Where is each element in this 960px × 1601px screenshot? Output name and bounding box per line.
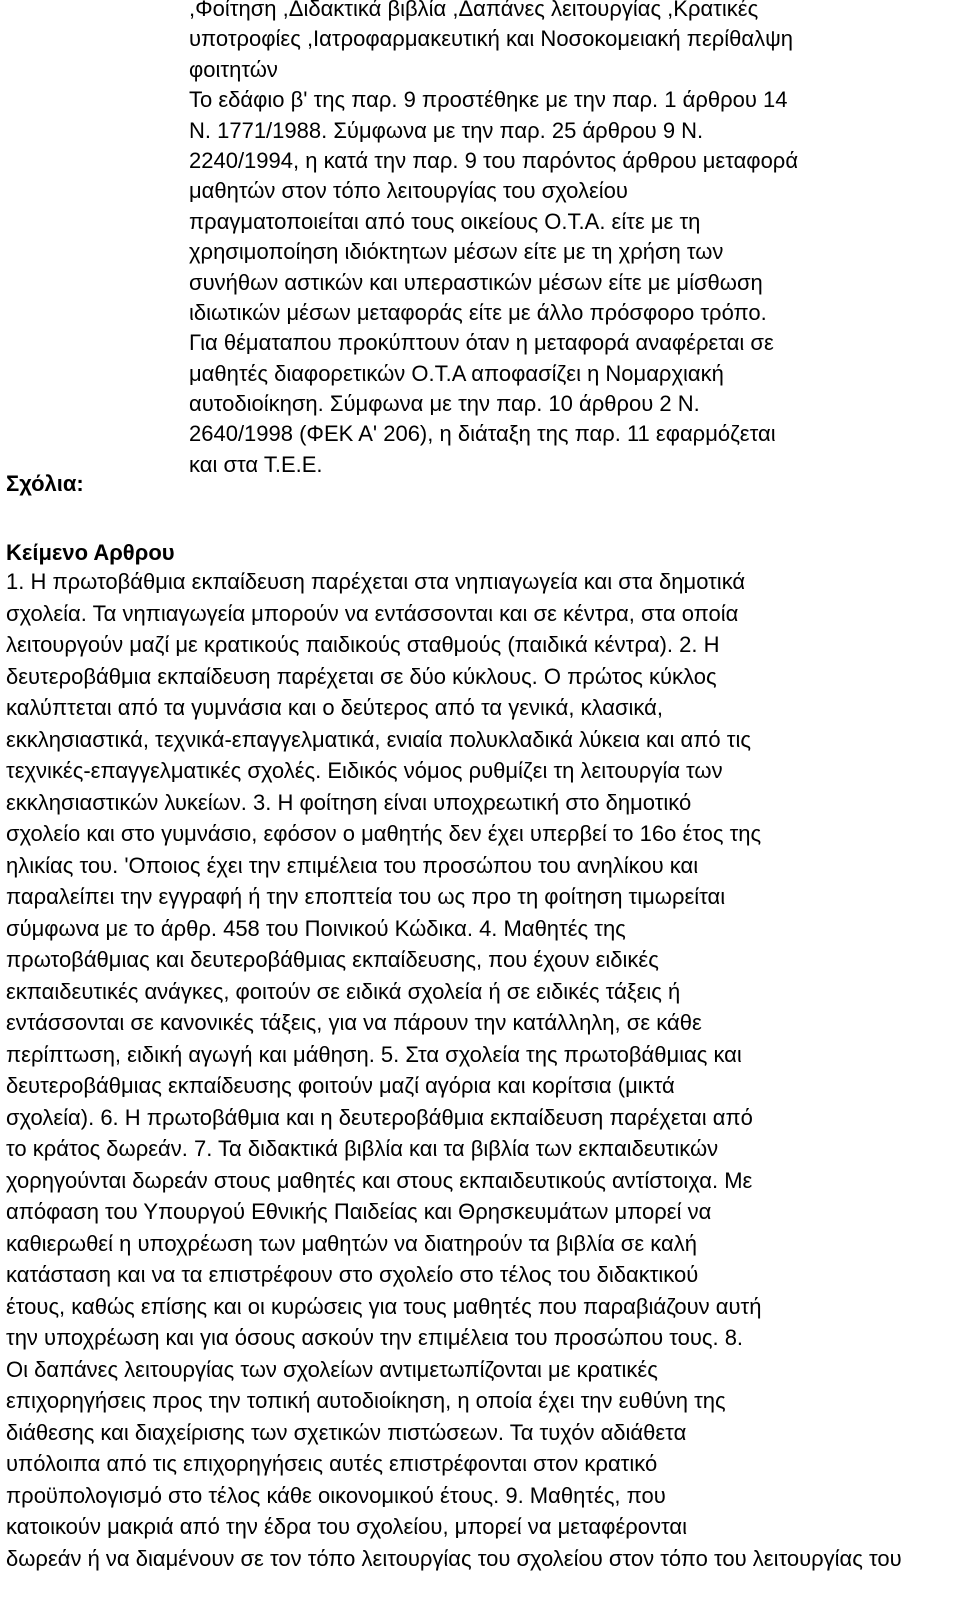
comment-line: 2640/1998 (ΦΕΚ Α' 206), η διάταξη της παρ. 11 εφαρμόζεται [189, 421, 776, 447]
comment-line: και στα Τ.Ε.Ε. [189, 451, 323, 477]
article-line: εκκλησιαστικά, τεχνικά-επαγγελματικά, ενιαία πολυκλαδικά λύκεια και από τις [6, 726, 751, 752]
article-line: κατοικούν μακριά από την έδρα του σχολείου, μπορεί να μεταφέρονται [6, 1514, 687, 1539]
comment-line: μαθητών στον τόπο λειτουργίας του σχολείου [189, 178, 628, 204]
comment-line: πραγματοποιείται από τους οικείους Ο.Τ.Α. είτε με τη [189, 208, 701, 234]
article-line: σχολεία). 6. Η πρωτοβάθμια και η δευτεροβάθμια εκπαίδευση παρέχεται από [6, 1104, 753, 1130]
article-line: εκπαιδευτικές ανάγκες, φοιτούν σε ειδικά σχολεία ή σε ειδικές τάξεις ή [6, 978, 681, 1004]
article-line: πρωτοβάθμιας και δευτεροβάθμιας εκπαίδευσης, που έχουν ειδικές [6, 947, 659, 972]
article-line: περίπτωση, ειδική αγωγή και μάθηση. 5. Στα σχολεία της πρωτοβάθμιας και [6, 1041, 742, 1067]
article-line: παραλείπει την εγγραφή ή την εποπτεία του ως προ τη φοίτηση τιμωρείται [6, 884, 726, 909]
article-line: υπόλοιπα από τις επιχορηγήσεις αυτές επιστρέφονται στον κρατικό [6, 1451, 658, 1476]
comment-line: 2240/1994, η κατά την παρ. 9 του παρόντος άρθρου μεταφορά [189, 147, 799, 173]
article-heading: Κείμενο Αρθρου [6, 540, 175, 565]
comment-line: Το εδάφιο β' της παρ. 9 προστέθηκε με την παρ. 1 άρθρου 14 [189, 87, 788, 113]
article-line: τεχνικές-επαγγελματικές σχολές. Ειδικός νόμος ρυθμίζει τη λειτουργία των [6, 758, 723, 783]
article-line: προϋπολογισμό στο τέλος κάθε οικονομικού έτους. 9. Μαθητές, που [6, 1482, 666, 1508]
article-line: 1. Η πρωτοβάθμια εκπαίδευση παρέχεται στα νηπιαγωγεία και στα δημοτικά [6, 569, 746, 594]
article-line: έτους, καθώς επίσης και οι κυρώσεις για τους μαθητές που παραβιάζουν αυτή [6, 1293, 762, 1319]
comments-label: Σχόλια: [6, 471, 84, 496]
comment-line: υποτροφίες ,Ιατροφαρμακευτική και Νοσοκομειακή περίθαλψη [189, 26, 794, 52]
comment-line: Για θέματαπου προκύπτουν όταν η μεταφορά αναφέρεται σε [189, 330, 774, 356]
article-line: καθιερωθεί η υποχρέωση των μαθητών να διατηρούν τα βιβλία σε καλή [6, 1230, 697, 1256]
article-line: χορηγούνται δωρεάν στους μαθητές και στους εκπαιδευτικούς αντίστοιχα. Με [6, 1167, 753, 1193]
comment-line: μαθητές διαφορετικών Ο.Τ.Α αποφασίζει η Νομαρχιακή [189, 360, 724, 386]
article-line: δωρεάν ή να διαμένουν σε τον τόπο λειτουργίας του σχολείου στον τόπο του λειτουργίας του [6, 1545, 902, 1571]
article-line: απόφαση του Υπουργού Εθνικής Παιδείας και Θρησκευμάτων μπορεί να [6, 1199, 712, 1224]
article-line: δευτεροβάθμιας εκπαίδευσης φοιτούν μαζί αγόρια και κορίτσια (μικτά [6, 1073, 675, 1098]
article-line: διάθεσης και διαχείρισης των σχετικών πιστώσεων. Τα τυχόν αδιάθετα [6, 1419, 687, 1445]
article-line: κατάσταση και να τα επιστρέφουν στο σχολείο στο τέλος του διδακτικού [6, 1262, 699, 1287]
comments-text [189, 0, 798, 480]
article-line: την υποχρέωση και για όσους ασκούν την επιμέλεια του προσώπου τους. 8. [6, 1325, 744, 1350]
comment-line: φοιτητών [189, 56, 278, 82]
article-line: σχολεία. Τα νηπιαγωγεία μπορούν να εντάσσονται και σε κέντρα, στα οποία [6, 600, 739, 626]
comment-line: ,Φοίτηση ,Διδακτικά βιβλία ,Δαπάνες λειτουργίας ,Κρατικές [189, 0, 759, 21]
article-line: καλύπτεται από τα γυμνάσια και ο δεύτερος από τα γενικά, κλασικά, [6, 695, 663, 720]
article-line: σχολείο και στο γυμνάσιο, εφόσον ο μαθητής δεν έχει υπερβεί το 16ο έτος της [6, 821, 762, 846]
article-line: Οι δαπάνες λειτουργίας των σχολείων αντιμετωπίζονται με κρατικές [6, 1356, 658, 1382]
article-line: εκκλησιαστικών λυκείων. 3. Η φοίτηση είναι υποχρεωτική στο δημοτικό [6, 789, 692, 815]
article-line: επιχορηγήσεις προς την τοπική αυτοδιοίκηση, η οποία έχει την ευθύνη της [6, 1388, 726, 1413]
article-line: δευτεροβάθμια εκπαίδευση παρέχεται σε δύο κύκλους. Ο πρώτος κύκλος [6, 663, 717, 689]
comment-line: Ν. 1771/1988. Σύμφωνα με την παρ. 25 άρθρου 9 Ν. [189, 117, 704, 143]
comment-line: συνήθων αστικών και υπεραστικών μέσων είτε με μίσθωση [189, 269, 763, 295]
article-line: σύμφωνα με το άρθρ. 458 του Ποινικού Κώδικα. 4. Μαθητές της [6, 915, 626, 941]
comments-section [0, 0, 960, 520]
article-line: εντάσσονται σε κανονικές τάξεις, για να πάρουν την κατάλληλη, σε κάθε [6, 1010, 702, 1035]
article-line: λειτουργούν μαζί με κρατικούς παιδικούς σταθμούς (παιδικά κέντρα). 2. Η [6, 632, 720, 657]
article-line: ηλικίας του. 'Οποιος έχει την επιμέλεια του προσώπου του ανηλίκου και [6, 852, 699, 878]
article-line: το κράτος δωρεάν. 7. Τα διδακτικά βιβλία και τα βιβλία των εκπαιδευτικών [6, 1136, 719, 1161]
comment-line: αυτοδιοίκηση. Σύμφωνα με την παρ. 10 άρθρου 2 Ν. [189, 391, 700, 417]
comment-line: ιδιωτικών μέσων μεταφοράς είτε με άλλο πρόσφορο τρόπο. [189, 299, 767, 325]
comment-line: χρησιμοποίηση ιδιόκτητων μέσων είτε με τη χρήση των [189, 239, 724, 265]
article-text [6, 566, 902, 1574]
